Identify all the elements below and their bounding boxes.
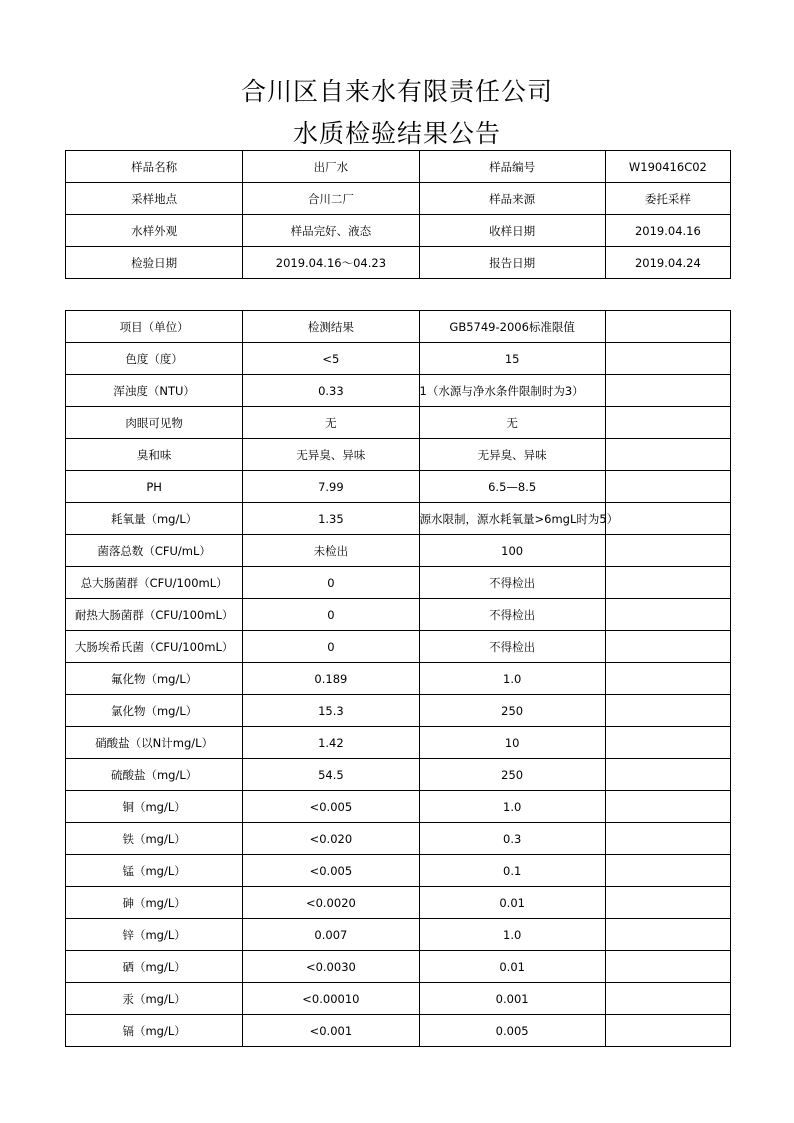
results-result-cell: <0.0020: [243, 887, 419, 919]
results-limit-cell: 0.3: [419, 823, 605, 855]
info-value-cell: 2019.04.16: [605, 215, 730, 247]
results-item-cell: 臭和味: [66, 439, 243, 471]
results-result-cell: 0: [243, 599, 419, 631]
results-remark-cell: [605, 855, 730, 887]
results-remark-cell: [605, 727, 730, 759]
results-remark-cell: [605, 919, 730, 951]
info-value-cell: 样品完好、液态: [243, 215, 419, 247]
info-value-cell: 2019.04.16～04.23: [243, 247, 419, 279]
info-value-cell: 委托采样: [605, 183, 730, 215]
results-result-cell: <0.005: [243, 855, 419, 887]
results-row: [66, 631, 731, 663]
results-limit-cell: 250: [419, 695, 605, 727]
results-row: [66, 535, 731, 567]
info-row: [66, 215, 731, 247]
info-row: [66, 247, 731, 279]
results-header-cell: GB5749-2006标准限值: [419, 311, 605, 343]
info-row: [66, 151, 731, 183]
results-result-cell: 0.189: [243, 663, 419, 695]
results-table: [65, 310, 731, 1047]
results-remark-cell: [605, 471, 730, 503]
results-remark-cell: [605, 887, 730, 919]
results-limit-cell: 10: [419, 727, 605, 759]
info-value-cell: 2019.04.24: [605, 247, 730, 279]
results-header-cell: 检测结果: [243, 311, 419, 343]
results-remark-cell: [605, 983, 730, 1015]
results-item-cell: PH: [66, 471, 243, 503]
results-row: [66, 951, 731, 983]
results-limit-cell: 1.0: [419, 663, 605, 695]
results-row: [66, 1015, 731, 1047]
results-item-cell: 肉眼可见物: [66, 407, 243, 439]
results-row: [66, 375, 731, 407]
results-item-cell: 砷（mg/L）: [66, 887, 243, 919]
results-limit-cell: 1（水源与净水条件限制时为3）: [419, 375, 605, 407]
results-limit-cell: 100: [419, 535, 605, 567]
results-item-cell: 铜（mg/L）: [66, 791, 243, 823]
results-limit-cell: 无: [419, 407, 605, 439]
results-item-cell: 菌落总数（CFU/mL）: [66, 535, 243, 567]
results-remark-cell: [605, 407, 730, 439]
results-item-cell: 锰（mg/L）: [66, 855, 243, 887]
results-row: [66, 695, 731, 727]
results-row: [66, 343, 731, 375]
results-limit-cell: 0.01: [419, 887, 605, 919]
results-result-cell: <5: [243, 343, 419, 375]
results-remark-cell: [605, 599, 730, 631]
results-remark-cell: [605, 343, 730, 375]
results-item-cell: 色度（度）: [66, 343, 243, 375]
results-row: [66, 983, 731, 1015]
results-row: [66, 407, 731, 439]
results-item-cell: 浑浊度（NTU）: [66, 375, 243, 407]
results-result-cell: 0.007: [243, 919, 419, 951]
results-row: [66, 727, 731, 759]
results-item-cell: 镉（mg/L）: [66, 1015, 243, 1047]
report-title: 水质检验结果公告: [292, 119, 501, 148]
results-result-cell: <0.020: [243, 823, 419, 855]
results-remark-cell: [605, 439, 730, 471]
results-result-cell: 1.42: [243, 727, 419, 759]
results-remark-cell: [605, 631, 730, 663]
results-item-cell: 铁（mg/L）: [66, 823, 243, 855]
results-limit-cell: 不得检出: [419, 631, 605, 663]
results-result-cell: 无异臭、异味: [243, 439, 419, 471]
results-limit-cell: 0.001: [419, 983, 605, 1015]
results-remark-cell: [605, 823, 730, 855]
results-limit-cell: 250: [419, 759, 605, 791]
results-limit-cell: 不得检出: [419, 599, 605, 631]
results-row: [66, 759, 731, 791]
results-limit-cell: 无异臭、异味: [419, 439, 605, 471]
results-header-cell: 项目（单位）: [66, 311, 243, 343]
results-header-row: [66, 311, 731, 343]
results-remark-cell: [605, 695, 730, 727]
results-limit-cell: 0.005: [419, 1015, 605, 1047]
results-row: [66, 663, 731, 695]
info-label-cell: 收样日期: [419, 215, 605, 247]
info-label-cell: 采样地点: [66, 183, 243, 215]
info-value-cell: W190416C02: [605, 151, 730, 183]
results-result-cell: 0: [243, 567, 419, 599]
results-remark-cell: [605, 567, 730, 599]
results-remark-cell: [605, 535, 730, 567]
results-item-cell: 汞（mg/L）: [66, 983, 243, 1015]
results-row: [66, 791, 731, 823]
results-row: [66, 503, 731, 535]
results-limit-cell: 源水限制，源水耗氧量>6mgL时为5）: [419, 503, 605, 535]
results-row: [66, 855, 731, 887]
results-limit-cell: 15: [419, 343, 605, 375]
results-item-cell: 硒（mg/L）: [66, 951, 243, 983]
sample-info-table: [65, 150, 731, 279]
results-result-cell: <0.005: [243, 791, 419, 823]
results-item-cell: 氯化物（mg/L）: [66, 695, 243, 727]
results-row: [66, 439, 731, 471]
results-remark-cell: [605, 791, 730, 823]
results-item-cell: 耗氧量（mg/L）: [66, 503, 243, 535]
results-result-cell: 15.3: [243, 695, 419, 727]
results-row: [66, 887, 731, 919]
info-label-cell: 样品来源: [419, 183, 605, 215]
results-limit-cell: 1.0: [419, 791, 605, 823]
results-item-cell: 硝酸盐（以N计mg/L）: [66, 727, 243, 759]
info-label-cell: 样品编号: [419, 151, 605, 183]
results-row: [66, 919, 731, 951]
results-remark-cell: [605, 1015, 730, 1047]
results-result-cell: 0.33: [243, 375, 419, 407]
results-row: [66, 823, 731, 855]
results-result-cell: 无: [243, 407, 419, 439]
results-limit-cell: 1.0: [419, 919, 605, 951]
results-limit-cell: 0.01: [419, 951, 605, 983]
info-value-cell: 出厂水: [243, 151, 419, 183]
results-limit-cell: 0.1: [419, 855, 605, 887]
results-header-cell: [605, 311, 730, 343]
info-value-cell: 合川二厂: [243, 183, 419, 215]
info-label-cell: 水样外观: [66, 215, 243, 247]
results-result-cell: <0.00010: [243, 983, 419, 1015]
results-remark-cell: [605, 759, 730, 791]
info-label-cell: 检验日期: [66, 247, 243, 279]
company-name: 合川区自来水有限责任公司: [240, 77, 553, 106]
results-result-cell: <0.0030: [243, 951, 419, 983]
info-row: [66, 183, 731, 215]
info-label-cell: 报告日期: [419, 247, 605, 279]
results-item-cell: 硫酸盐（mg/L）: [66, 759, 243, 791]
results-result-cell: 54.5: [243, 759, 419, 791]
results-row: [66, 599, 731, 631]
results-item-cell: 氟化物（mg/L）: [66, 663, 243, 695]
results-item-cell: 总大肠菌群（CFU/100mL）: [66, 567, 243, 599]
results-row: [66, 471, 731, 503]
results-item-cell: 锌（mg/L）: [66, 919, 243, 951]
results-remark-cell: [605, 663, 730, 695]
results-result-cell: 未检出: [243, 535, 419, 567]
results-remark-cell: [605, 503, 730, 535]
results-row: [66, 567, 731, 599]
results-item-cell: 耐热大肠菌群（CFU/100mL）: [66, 599, 243, 631]
results-remark-cell: [605, 951, 730, 983]
results-result-cell: <0.001: [243, 1015, 419, 1047]
results-result-cell: 0: [243, 631, 419, 663]
results-limit-cell: 6.5—8.5: [419, 471, 605, 503]
results-remark-cell: [605, 375, 730, 407]
results-result-cell: 1.35: [243, 503, 419, 535]
results-result-cell: 7.99: [243, 471, 419, 503]
info-label-cell: 样品名称: [66, 151, 243, 183]
results-limit-cell: 不得检出: [419, 567, 605, 599]
results-item-cell: 大肠埃希氏菌（CFU/100mL）: [66, 631, 243, 663]
